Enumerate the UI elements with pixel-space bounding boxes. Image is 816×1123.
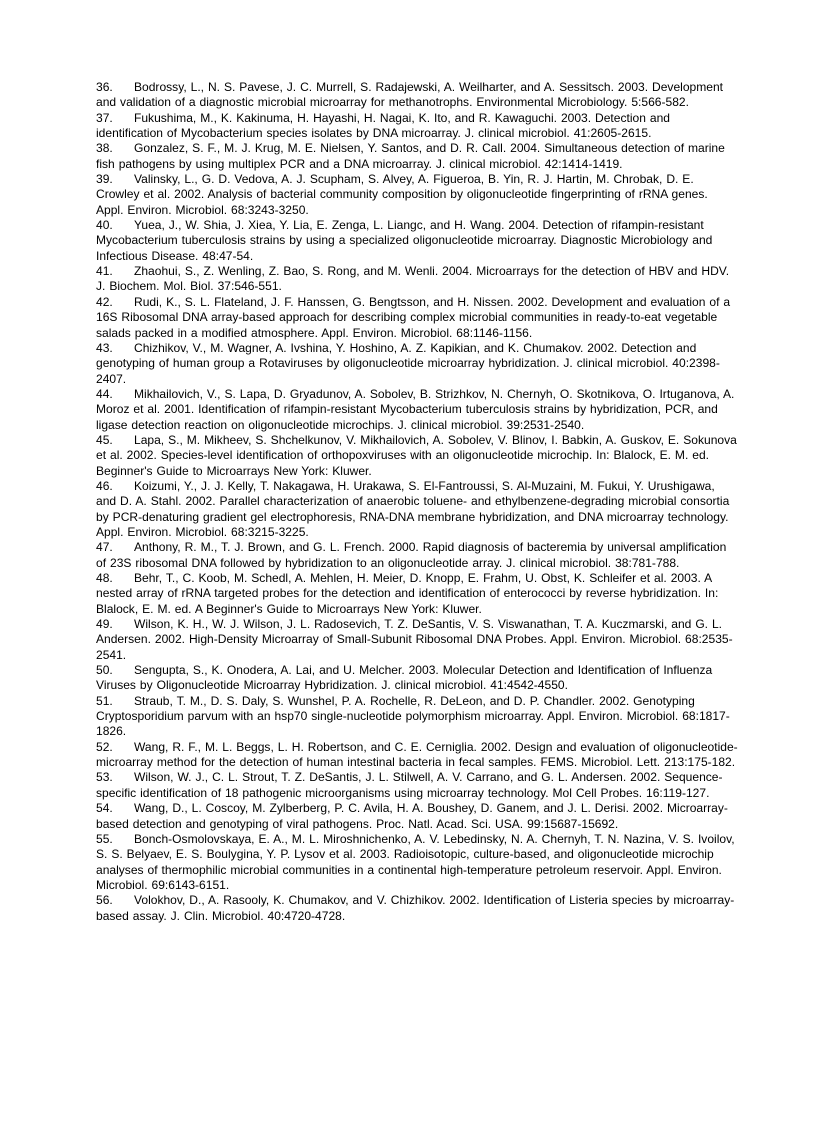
reference-entry [96,172,738,218]
reference-entry [96,694,738,740]
reference-text: Wang, D., L. Coscoy, M. Zylberberg, P. C. Avila, H. A. Boushey, D. Ganem, and J. L. Derisi. 2002. Microarray-based detection and genotyping of viral pathogens. Proc. Natl. Acad. Sci. USA. 99:15687-15692. [96,801,728,831]
reference-entry [96,740,738,771]
reference-entry [96,341,738,387]
reference-text: Zhaohui, S., Z. Wenling, Z. Bao, S. Rong, and M. Wenli. 2004. Microarrays for the detection of HBV and HDV. J. Biochem. Mol. Biol. 37:546-551. [96,264,730,294]
reference-text: Chizhikov, V., M. Wagner, A. Ivshina, Y. Hoshino, A. Z. Kapikian, and K. Chumakov. 2002. Detection and genotyping of human group a Rotaviruses by oligonucleotide microarray hybridization. J. clinical microbiol. 40:2398-2407. [96,340,720,386]
reference-list [96,80,738,924]
reference-number: 48. [96,571,113,585]
reference-entry [96,387,738,433]
reference-entry [96,295,738,341]
reference-number: 45. [96,432,113,447]
reference-text: Volokhov, D., A. Rasooly, K. Chumakov, and V. Chizhikov. 2002. Identification of Listeria species by microarray-based assay. J. Clin. Microbiol. 40:4720-4728. [96,893,735,923]
reference-number: 50. [96,663,113,678]
reference-entry [96,218,738,264]
reference-number: 49. [96,617,113,632]
reference-number: 44. [96,386,113,401]
reference-text: Koizumi, Y., J. J. Kelly, T. Nakagawa, H. Urakawa, S. El-Fantroussi, S. Al-Muzaini, M. Fukui, Y. Urushigawa, and D. A. Stahl. 2002. Parallel characterization of anaerobic toluene- and ethylbenzene-degrading microbial consortia by PCR-denaturing gradient gel electrophoresis, RNA-DNA membrane hybridization, and DNA microarray technology. Appl. Environ. Microbiol. 68:3215-3225. [96,478,730,539]
reference-entry [96,141,738,172]
reference-number: 51. [96,693,113,708]
reference-entry [96,663,738,694]
reference-text: Valinsky, L., G. D. Vedova, A. J. Scupham, S. Alvey, A. Figueroa, B. Yin, R. J. Hartin, M. Chrobak, D. E. Crowley et al. 2002. Analysis of bacterial community composition by oligonucleotide fingerprinting of rRNA genes. Appl. Environ. Microbiol. 68:3243-3250. [96,172,708,217]
reference-number: 47. [96,540,113,555]
reference-entry [96,540,738,571]
reference-entry [96,111,738,142]
reference-text: Fukushima, M., K. Kakinuma, H. Hayashi, H. Nagai, K. Ito, and R. Kawaguchi. 2003. Detection and identification of Mycobacterium species isolates by DNA microarray. J. clinical microbiol. 41:2605-2615. [96,110,670,141]
reference-text: Sengupta, S., K. Onodera, A. Lai, and U. Melcher. 2003. Molecular Detection and Identification of Influenza Viruses by Oligonucleotide Microarray Hybridization. J. clinical microbiol. 41:4542-4550. [96,663,713,693]
reference-entry [96,571,738,617]
reference-text: Behr, T., C. Koob, M. Schedl, A. Mehlen, H. Meier, D. Knopp, E. Frahm, U. Obst, K. Schleifer et al. 2003. A nested array of rRNA targeted probes for the detection and identification of enterococci by reverse hybridization. In: Blalock, E. M. ed. A Beginner's Guide to Microarrays New York: Kluwer. [96,571,719,616]
reference-number: 38. [96,141,113,156]
reference-entry [96,770,738,801]
reference-number: 40. [96,218,113,233]
reference-text: Straub, T. M., D. S. Daly, S. Wunshel, P. A. Rochelle, R. DeLeon, and D. P. Chandler. 2002. Genotyping Cryptosporidium parvum with an hsp70 single-nucleotide polymorphism microarray. Appl. Environ. Microbiol. 68:1817-1826. [96,693,730,739]
reference-text: Wang, R. F., M. L. Beggs, L. H. Robertson, and C. E. Cerniglia. 2002. Design and evaluation of oligonucleotide-microarray method for the detection of human intestinal bacteria in fecal samples. FEMS. Microbiol. Lett. 213:175-182. [96,739,738,770]
reference-text: Yuea, J., W. Shia, J. Xiea, Y. Lia, E. Zenga, L. Liangc, and H. Wang. 2004. Detection of rifampin-resistant Mycobacterium tuberculosis strains by using a specialized oligonucleotide microarray. Diagnostic Microbiology and Infectious Disease. 48:47-54. [96,218,713,263]
reference-entry [96,617,738,663]
reference-text: Mikhailovich, V., S. Lapa, D. Gryadunov, A. Sobolev, B. Strizhkov, N. Chernyh, O. Skotnikova, O. Irtuganova, A. Moroz et al. 2001. Identification of rifampin-resistant Mycobacterium tuberculosis strains by hybridization, PCR, and ligase detection reaction on oligonucleotide microchips. J. clinical microbiol. 39:2531-2540. [96,386,735,432]
reference-entry [96,801,738,832]
reference-text: Bodrossy, L., N. S. Pavese, J. C. Murrell, S. Radajewski, A. Weilharter, and A. Sessitsch. 2003. Development and validation of a diagnostic microbial microarray for methanotrophs. Environmental Microbiology. 5:566-582. [96,80,723,110]
reference-entry [96,893,738,924]
reference-number: 46. [96,478,113,493]
reference-text: Wilson, W. J., C. L. Strout, T. Z. DeSantis, J. L. Stilwell, A. V. Carrano, and G. L. Andersen. 2002. Sequence-specific identification of 18 pathogenic microorganisms using microarray technology. Mol Cell Probes. 16:119-127. [96,770,723,800]
reference-number: 43. [96,340,113,355]
reference-number: 56. [96,893,113,908]
reference-number: 52. [96,739,113,754]
reference-entry [96,264,738,295]
reference-entry [96,433,738,479]
reference-number: 53. [96,770,113,785]
reference-text: Anthony, R. M., T. J. Brown, and G. L. French. 2000. Rapid diagnosis of bacteremia by universal amplification of 23S ribosomal DNA followed by hybridization to an oligonucleotide array. J. clinical microbiol. 38:781-788. [96,540,727,570]
reference-text: Rudi, K., S. L. Flateland, J. F. Hanssen, G. Bengtsson, and H. Nissen. 2002. Development and evaluation of a 16S Ribosomal DNA array-based approach for describing complex microbial communities in ready-to-eat vegetable salads packed in a modified atmosphere. Appl. Environ. Microbiol. 68:1146-1156. [96,294,731,340]
reference-text: Bonch-Osmolovskaya, E. A., M. L. Miroshnichenko, A. V. Lebedinsky, N. A. Chernyh, T. N. Nazina, V. S. Ivoilov, S. S. Belyaev, E. S. Boulygina, Y. P. Lysov et al. 2003. Radioisotopic, culture-based, and oligonucleotide microchip analyses of thermophilic microbial communities in a continental high-temperature petroleum reservoir. Appl. Environ. Microbiol. 69:6143-6151. [96,831,735,892]
reference-number: 39. [96,172,113,187]
reference-page [96,80,738,924]
reference-text: Lapa, S., M. Mikheev, S. Shchelkunov, V. Mikhailovich, A. Sobolev, V. Blinov, I. Babkin, A. Guskov, E. Sokunova et al. 2002. Species-level identification of orthopoxviruses with an oligonucleotide microchip. In: Blalock, E. M. ed. Beginner's Guide to Microarrays New York: Kluwer. [96,432,737,478]
reference-number: 37. [96,110,113,125]
reference-number: 42. [96,294,113,309]
reference-entry [96,80,738,111]
reference-entry [96,832,738,893]
reference-text: Wilson, K. H., W. J. Wilson, J. L. Radosevich, T. Z. DeSantis, V. S. Viswanathan, T. A. Kuczmarski, and G. L. Andersen. 2002. High-Density Microarray of Small-Subunit Ribosomal DNA Probes. Appl. Environ. Microbiol. 68:2535-2541. [96,617,733,662]
reference-number: 55. [96,831,113,846]
reference-entry [96,479,738,540]
reference-number: 54. [96,801,113,816]
reference-text: Gonzalez, S. F., M. J. Krug, M. E. Nielsen, Y. Santos, and D. R. Call. 2004. Simultaneous detection of marine fish pathogens by using multiplex PCR and a DNA microarray. J. clinical microbiol. 42:1414-1419. [96,141,725,171]
reference-number: 36. [96,80,113,94]
reference-number: 41. [96,264,113,279]
